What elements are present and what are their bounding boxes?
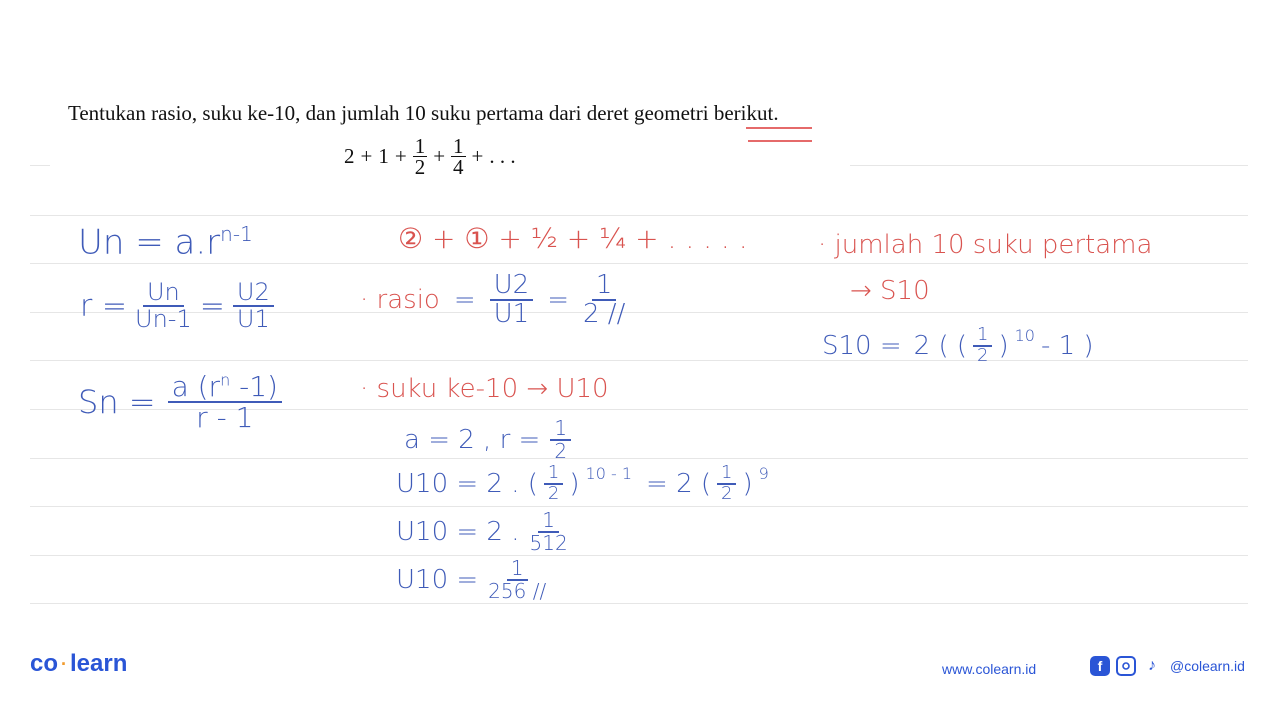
a-r-text: a = 2 , r = xyxy=(404,425,541,455)
sum-formula xyxy=(78,372,282,433)
exponent: 10 - 1 xyxy=(585,464,633,483)
u10-line-1 xyxy=(396,464,769,504)
denominator: r - 1 xyxy=(196,401,254,435)
fraction xyxy=(490,272,534,329)
ruled-line xyxy=(30,458,1248,459)
exponent: 9 xyxy=(758,464,769,483)
colearn-logo xyxy=(30,650,127,678)
fraction xyxy=(451,136,466,177)
ruled-line xyxy=(30,215,1248,216)
fraction xyxy=(583,272,625,329)
numerator: Un xyxy=(143,280,184,307)
series-handwritten: ② + ① + ½ + ¼ + . . . . . xyxy=(398,222,748,255)
suku-step: · suku ke-10 → U10 xyxy=(360,374,609,404)
fraction xyxy=(135,280,192,332)
tiktok-icon[interactable]: ♪ xyxy=(1148,657,1156,674)
un-formula-text: Un = a.r xyxy=(78,222,221,263)
social-links xyxy=(1090,656,1245,676)
numerator: 1 xyxy=(592,272,617,301)
denominator: 4 xyxy=(453,155,464,179)
exponent: n-1 xyxy=(220,222,253,246)
denominator: 2 xyxy=(547,482,560,504)
denominator: 2 xyxy=(977,344,989,366)
denominator: U1 xyxy=(493,299,530,330)
fraction xyxy=(717,464,736,504)
fraction xyxy=(488,558,546,602)
numerator: U2 xyxy=(490,272,534,301)
u10-text: U10 = xyxy=(396,565,479,595)
numerator xyxy=(168,372,282,403)
social-handle[interactable]: @colearn.id xyxy=(1170,658,1245,674)
numerator: 1 xyxy=(453,134,464,158)
fraction xyxy=(544,464,563,504)
numerator: 1 xyxy=(538,510,559,533)
s10-formula xyxy=(822,326,1094,366)
u10-line-2 xyxy=(396,510,568,554)
rasio-step xyxy=(360,272,625,329)
ruled-line xyxy=(30,263,1248,264)
numerator: 1 xyxy=(507,558,528,581)
fraction xyxy=(413,136,428,177)
numerator: 1 xyxy=(550,418,571,441)
series-expression xyxy=(344,136,516,177)
series-term: 1 xyxy=(378,144,389,168)
plus-sign: + xyxy=(433,144,446,168)
paren: ) xyxy=(742,468,753,499)
numerator-text: a (r xyxy=(171,370,221,403)
a-r-values xyxy=(404,418,571,462)
s10-lhs: S10 = xyxy=(822,330,902,361)
s10-arrow: → S10 xyxy=(850,276,930,306)
plus-sign: + xyxy=(394,144,407,168)
numerator-tail: -1) xyxy=(230,370,278,403)
website-link[interactable]: www.colearn.id xyxy=(942,661,1037,677)
numerator: 1 xyxy=(544,464,563,485)
logo-dot: · xyxy=(61,654,68,675)
numerator: U2 xyxy=(233,280,274,307)
numerator: 1 xyxy=(414,134,426,158)
exponent: n xyxy=(220,370,231,390)
equals-sign: = xyxy=(199,288,225,324)
fraction xyxy=(550,418,571,462)
series-term: 2 xyxy=(344,144,355,168)
denominator: 2 xyxy=(414,155,426,179)
logo-part: learn xyxy=(70,650,128,677)
ruled-line xyxy=(30,555,1248,556)
jumlah-label: · jumlah 10 suku pertama xyxy=(818,230,1153,260)
emphasis-underline xyxy=(748,140,812,142)
ruled-line xyxy=(30,603,1248,604)
facebook-icon[interactable]: f xyxy=(1090,656,1110,676)
fraction xyxy=(973,326,992,366)
ratio-formula xyxy=(80,280,274,332)
paren: ) xyxy=(569,468,580,499)
u10-line-3 xyxy=(396,558,546,602)
exponent: 10 xyxy=(1014,326,1035,345)
u10-text: U10 = 2 . xyxy=(396,517,520,547)
question-text: Tentukan rasio, suku ke-10, dan jumlah 10 suku pertama dari deret geometri berikut. xyxy=(68,101,779,125)
denominator: U1 xyxy=(236,305,270,334)
plus-sign: + xyxy=(360,144,373,168)
u10-text: = 2 ( xyxy=(646,468,712,499)
s10-text: 2 ( ( xyxy=(913,330,967,361)
s10-text: - 1 ) xyxy=(1040,330,1094,361)
denominator: 2 xyxy=(721,482,733,504)
ellipsis: . . . xyxy=(489,144,516,168)
equals-sign: = xyxy=(547,285,569,316)
denominator: 512 xyxy=(529,531,568,555)
paren: ) xyxy=(998,330,1009,361)
rasio-label: · rasio xyxy=(360,285,440,316)
numerator: 1 xyxy=(717,464,736,485)
logo-part: co xyxy=(30,650,59,677)
ruled-line xyxy=(30,165,50,166)
denominator: 2 xyxy=(554,439,568,463)
plus-sign: + xyxy=(471,144,484,168)
fraction xyxy=(530,510,568,554)
ruled-line xyxy=(30,506,1248,507)
ruled-line xyxy=(850,165,1248,166)
u10-text: U10 = 2 . ( xyxy=(396,468,538,499)
denominator: 2 // xyxy=(583,299,626,330)
instagram-icon[interactable] xyxy=(1116,656,1136,676)
un-formula xyxy=(78,222,253,262)
numerator: 1 xyxy=(973,326,992,347)
denominator: Un-1 xyxy=(135,305,192,334)
ratio-lhs: r = xyxy=(80,288,128,324)
sum-lhs: Sn = xyxy=(78,383,156,422)
fraction xyxy=(233,280,274,332)
emphasis-underline xyxy=(746,127,812,129)
fraction xyxy=(168,372,282,433)
denominator: 256 // xyxy=(488,579,547,603)
equals-sign: = xyxy=(453,285,476,316)
